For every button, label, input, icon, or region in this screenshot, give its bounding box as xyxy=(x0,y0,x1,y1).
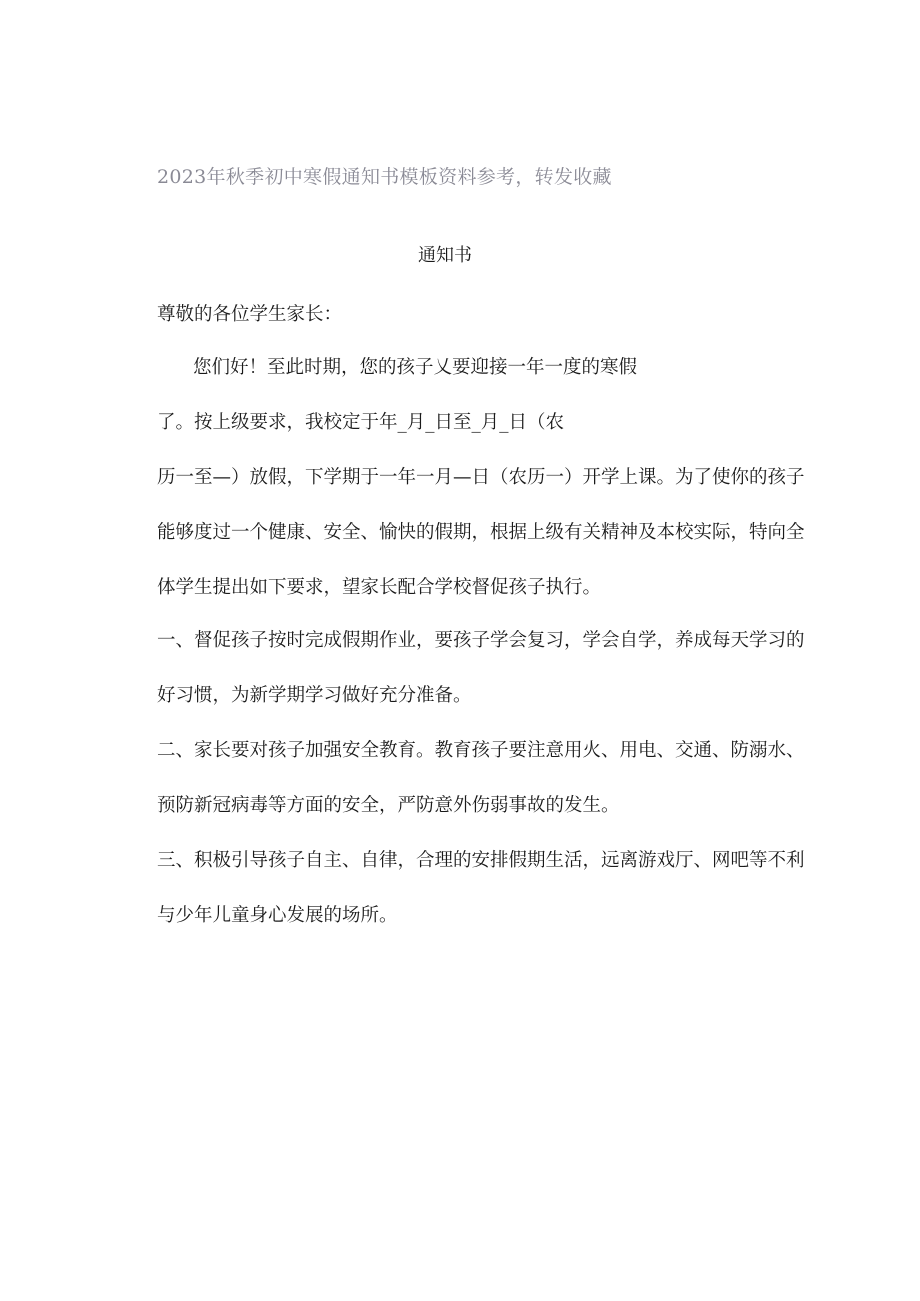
body-line: 体学生提出如下要求，望家长配合学校督促孩子执行。 xyxy=(157,577,602,598)
requirement-3-cont: 与少年儿童身心发展的场所。 xyxy=(157,905,398,926)
requirement-2: 二、家长要对孩子加强安全教育。教育孩子要注意用火、用电、交通、防溺水、 xyxy=(157,740,805,761)
body-line: 历一至—）放假，下学期于一年一月—日（农历一）开学上课。为了使你的孩子 xyxy=(157,467,805,488)
requirement-1-cont: 好习惯，为新学期学习做好充分准备。 xyxy=(157,685,472,706)
body-line: 了。按上级要求，我校定于年_月_日至_月_日（农 xyxy=(157,412,565,433)
requirement-3: 三、积极引导孩子自主、自律，合理的安排假期生活，远离游戏厅、网吧等不利 xyxy=(157,850,805,871)
requirement-2-cont: 预防新冠病毒等方面的安全，严防意外伤弱事故的发生。 xyxy=(157,795,620,816)
body-line: 您们好！至此时期，您的孩子乂要迎接一年一度的寒假 xyxy=(193,357,638,378)
document-title: 通知书 xyxy=(418,245,472,266)
salutation: 尊敬的各位学生家长： xyxy=(157,304,343,325)
document-header: 2023年秋季初中寒假通知书模板资料参考，转发收藏 xyxy=(157,166,612,188)
requirement-1: 一、督促孩子按时完成假期作业，要孩子学会复习，学会自学，养成每天学习的 xyxy=(157,630,805,651)
body-line: 能够度过一个健康、安全、愉快的假期，根据上级有关精神及本校实际，特向全 xyxy=(157,522,805,543)
